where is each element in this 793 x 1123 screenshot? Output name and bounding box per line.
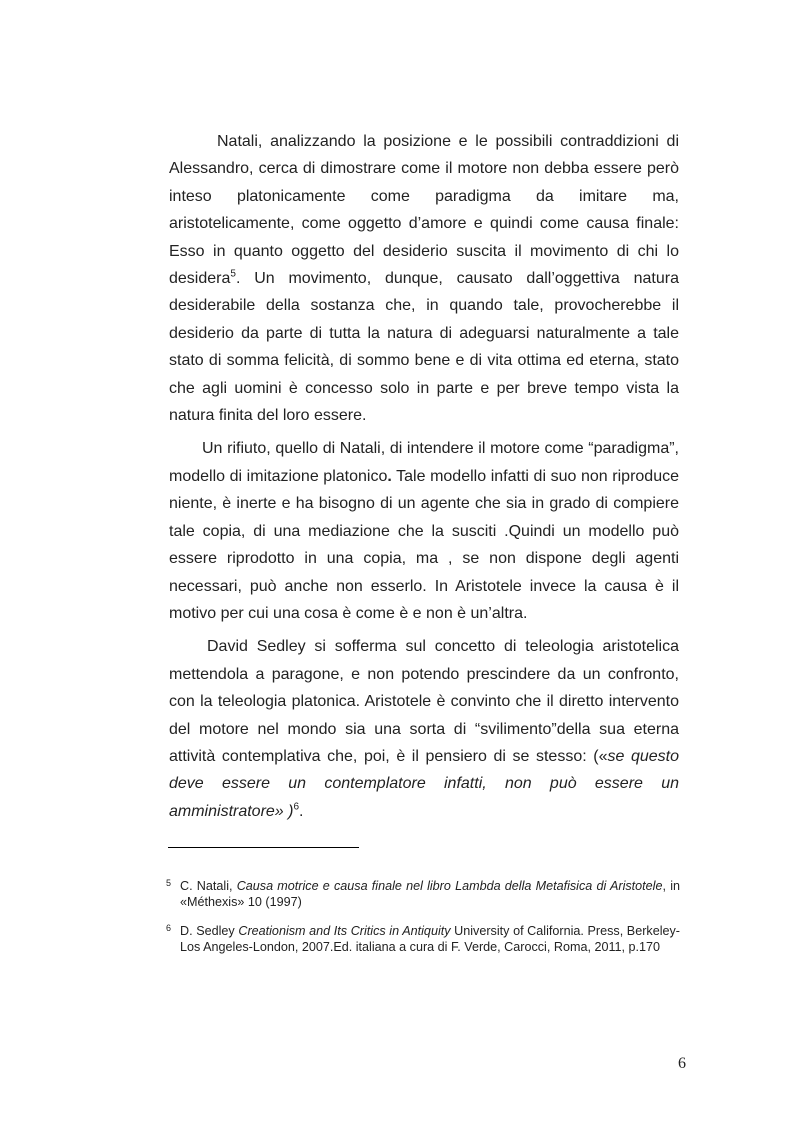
footnotes [166,878,680,955]
footnote-ref-6[interactable]: 6 [293,801,300,813]
page-number: 6 [678,1055,686,1072]
quote-text: se questo deve essere un contemplatore infatti, non può essere un amministratore» ) [169,747,679,820]
footnote-5: 5 C. Natali, Causa motrice e causa finale nel libro Lambda della Metafisica di Aristotele, in «Méthexis» 10 (1997) [166,878,680,910]
paragraph-2: Un rifiuto, quello di Natali, di intendere il motore come “paradigma”, modello di imitazione platonico. Tale modello infatti di suo non riproduce niente, è inerte e ha bisogno di un agente che sia in grado di compiere tale copia, di una mediazione che la susciti .Quindi un modello può essere riprodotto in una copia, ma , se non dispone degli agenti necessari, può anche non esserlo. In Aristotele invece la causa è il motivo per cui una cosa è come è e non è un’altra. [169,440,679,622]
footnote-separator [168,847,359,848]
footnote-mark: 6 [166,923,172,933]
paragraph-1: Natali, analizzando la posizione e le possibili contraddizioni di Alessandro, cerca di dimostrare come il motore non debba essere però inteso platonicamente come paradigma da imitare ma, aristotelicamente, come oggetto d’amore e quindi come causa finale: Esso in quanto oggetto del desiderio suscita il movimento di chi lo desidera$^5$. Un movimento, dunque, causato dall’oggettiva natura desiderabile della sostanza che, in quando tale, provocherebbe il desiderio da parte di tutta la natura di adeguarsi naturalmente a tale stato di somma felicità, di sommo bene e di vita ottima ed eterna, stato che agli uomini è concesso solo in parte e per breve tempo vista la natura finita del loro essere. [169,133,679,425]
footnote-mark: 5 [166,878,172,888]
footnote-6: 6 D. Sedley Creationism and Its Critics in Antiquity University of California. Press, Berkeley-Los Angeles-London, 2007.Ed. italiana a cura di F. Verde, Carocci, Roma, 2011, p.170 [166,923,680,955]
footnote-ref-5[interactable]: 5 [230,268,236,280]
body-text [169,128,679,831]
paragraph-3: David Sedley si sofferma sul concetto di teleologia aristotelica mettendola a paragone, e non potendo prescindere da un confronto, con la teleologia platonica. Aristotele è convinto che il diretto intervento del motore nel mondo sia una sorta di “svilimento”della sua eterna attività contemplativa che, poi, è il pensiero di se stesso: («se questo deve essere un contemplatore infatti, non può essere un amministratore» )$^6$. [169,638,679,820]
